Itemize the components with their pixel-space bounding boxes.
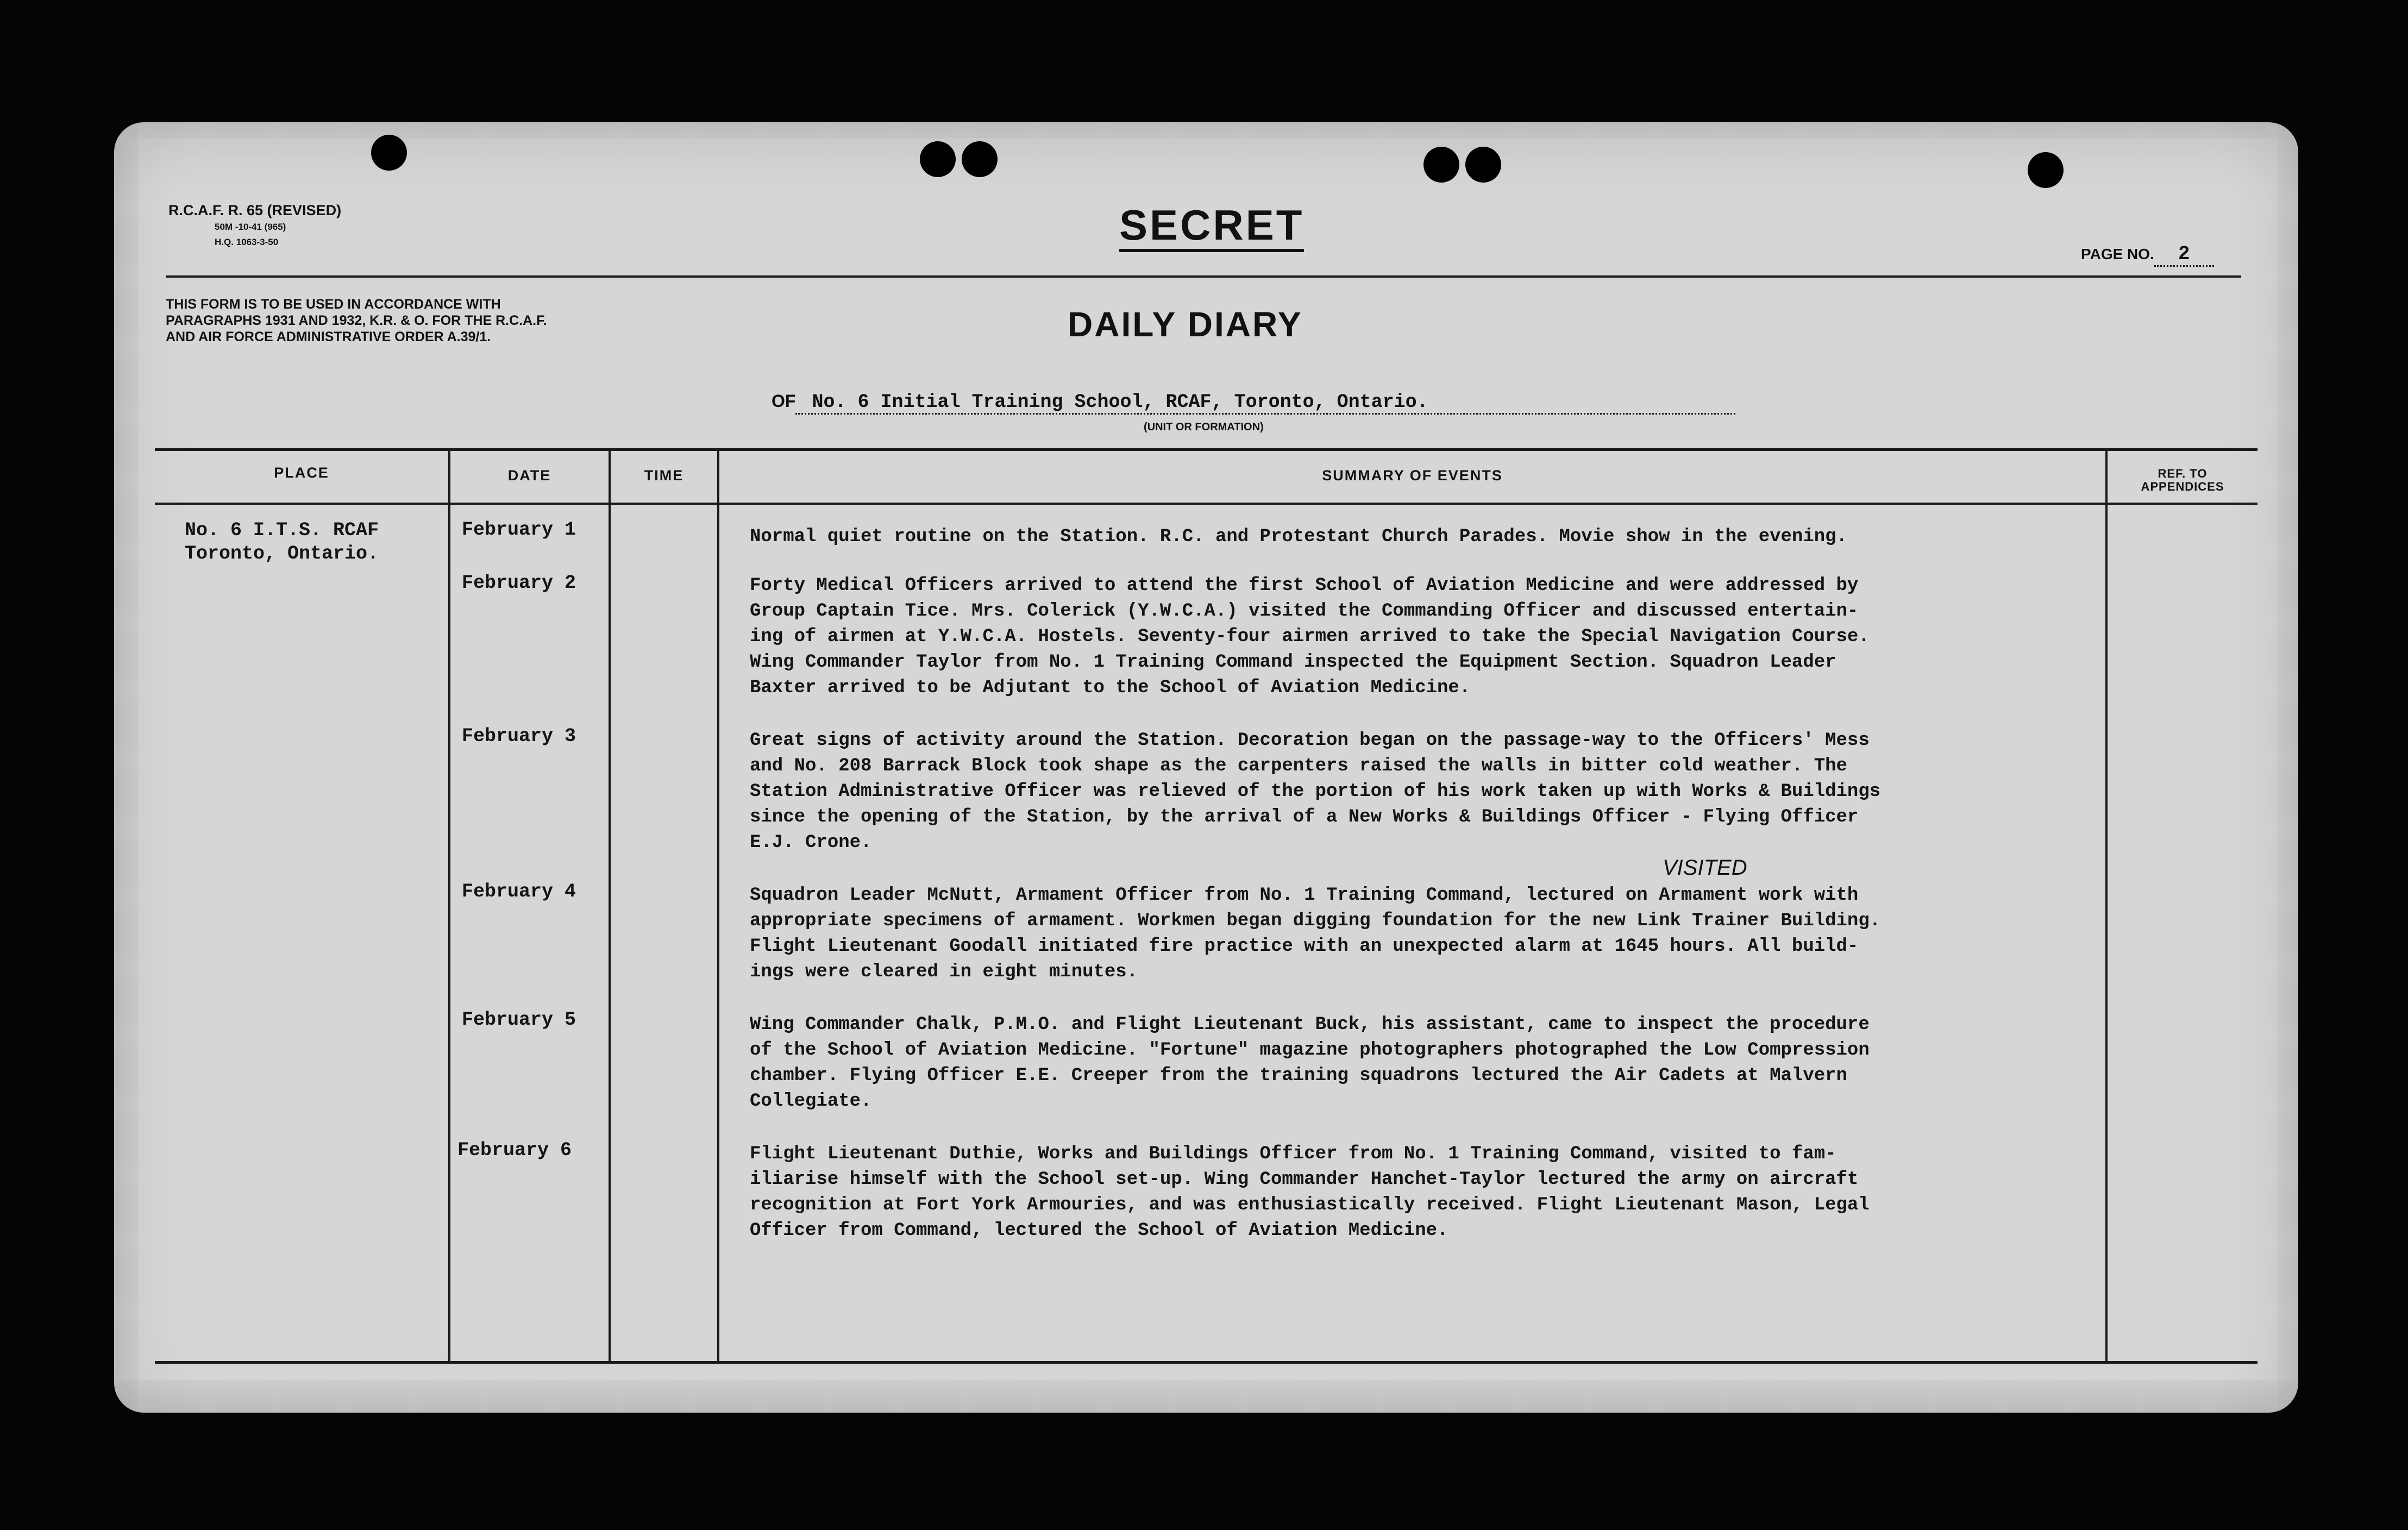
summary-line: Flight Lieutenant Duthie, Works and Buildings Officer from No. 1 Training Command, visited to fam- xyxy=(750,1144,1836,1164)
column-header-ref-line2: APPENDICES xyxy=(2141,480,2224,493)
place-line1: No. 6 I.T.S. RCAF xyxy=(185,519,379,541)
punch-hole xyxy=(920,141,956,177)
punch-hole xyxy=(1424,147,1459,183)
entry-summary xyxy=(750,524,2070,550)
punch-hole xyxy=(1465,147,1501,183)
summary-line: Officer from Command, lectured the School of Aviation Medicine. xyxy=(750,1220,1448,1241)
entry-date: February 2 xyxy=(462,572,576,594)
summary-line: Collegiate. xyxy=(750,1091,872,1112)
page-number-value: 2 xyxy=(2154,243,2214,267)
entry-date: February 5 xyxy=(462,1009,576,1031)
summary-line: since the opening of the Station, by the arrival of a New Works & Buildings Officer - Flying Officer xyxy=(750,807,1859,827)
summary-line: Wing Commander Taylor from No. 1 Training Command inspected the Equipment Section. Squadron Leader xyxy=(750,652,1836,673)
classification-heading: SECRET xyxy=(1119,201,1304,252)
column-divider xyxy=(2105,448,2108,1361)
summary-line: recognition at Fort York Armouries, and was enthusiastically received. Flight Lieutenant Mason, Legal xyxy=(750,1195,1870,1215)
column-divider xyxy=(609,448,611,1361)
column-divider xyxy=(448,448,450,1361)
summary-line: ings were cleared in eight minutes. xyxy=(750,962,1138,982)
column-header-time: TIME xyxy=(644,467,684,484)
summary-line: Forty Medical Officers arrived to attend the first School of Aviation Medicine and were addressed by xyxy=(750,575,1859,596)
summary-line: ing of airmen at Y.W.C.A. Hostels. Seventy-four airmen arrived to take the Special Navigation Course. xyxy=(750,626,1870,647)
table-bottom-rule xyxy=(155,1361,2258,1364)
unit-of-label: OF xyxy=(772,391,796,411)
entry-date: February 1 xyxy=(462,519,576,541)
form-reference-line2: 50M -10-41 (965) xyxy=(215,222,286,232)
column-header-ref-appendices xyxy=(2108,467,2258,493)
form-reference-line3: H.Q. 1063-3-50 xyxy=(215,237,279,247)
summary-line: and No. 208 Barrack Block took shape as the carpenters raised the walls in bitter cold weather. The xyxy=(750,756,1847,776)
punch-hole xyxy=(2028,152,2064,188)
diary-form xyxy=(114,122,2298,1413)
unit-name: No. 6 Initial Training School, RCAF, Toronto, Ontario. xyxy=(795,391,1735,415)
column-header-place: PLACE xyxy=(274,465,329,481)
header-bottom-rule xyxy=(155,503,2258,505)
summary-line: Great signs of activity around the Station. Decoration began on the passage-way to the Officers' Mess xyxy=(750,730,1870,751)
page-number xyxy=(2081,243,2214,267)
column-header-date: DATE xyxy=(507,467,551,484)
form-reference xyxy=(168,201,341,250)
entry-date: February 3 xyxy=(462,725,576,747)
summary-line: E.J. Crone. xyxy=(750,832,872,853)
page-number-label: PAGE NO. xyxy=(2081,246,2154,262)
column-header-ref-line1: REF. TO xyxy=(2158,467,2208,480)
summary-line: Normal quiet routine on the Station. R.C. and Protestant Church Parades. Movie show in the evening. xyxy=(750,526,1847,547)
entry-date: February 6 xyxy=(457,1139,572,1161)
entry-summary xyxy=(750,1142,2070,1244)
summary-line: Group Captain Tice. Mrs. Colerick (Y.W.C.A.) visited the Commanding Officer and discussed entertain- xyxy=(750,601,1859,622)
unit-line xyxy=(772,391,1735,415)
entry-summary xyxy=(750,573,2070,701)
summary-line: chamber. Flying Officer E.E. Creeper from the training squadrons lectured the Air Cadets at Malvern xyxy=(750,1065,1847,1086)
summary-line: Baxter arrived to be Adjutant to the School of Aviation Medicine. xyxy=(750,678,1471,698)
summary-line: Station Administrative Officer was relieved of the portion of his work taken up with Works & Buildings xyxy=(750,781,1881,802)
entry-summary xyxy=(750,883,2070,985)
summary-line: Flight Lieutenant Goodall initiated fire practice with an unexpected alarm at 1645 hours. All build- xyxy=(750,936,1859,957)
entry-date: February 4 xyxy=(462,881,576,902)
punch-hole xyxy=(962,141,998,177)
entry-summary xyxy=(750,728,2070,856)
handwritten-annotation: VISITED xyxy=(1663,856,1747,880)
summary-line: iliarise himself with the School set-up. Wing Commander Hanchet-Taylor lectured the army on aircraft xyxy=(750,1169,1859,1190)
place-cell xyxy=(185,519,379,566)
entry-summary xyxy=(750,1012,2070,1114)
column-header-summary: SUMMARY OF EVENTS xyxy=(1322,467,1503,484)
top-rule xyxy=(166,275,2241,278)
summary-line: Wing Commander Chalk, P.M.O. and Flight Lieutenant Buck, his assistant, came to inspect the procedure xyxy=(750,1014,1870,1035)
place-line2: Toronto, Ontario. xyxy=(185,543,379,565)
summary-line: of the School of Aviation Medicine. "Fortune" magazine photographers photographed the Low Compression xyxy=(750,1040,1870,1061)
unit-caption: (UNIT OR FORMATION) xyxy=(1144,421,1264,433)
form-reference-line1: R.C.A.F. R. 65 (REVISED) xyxy=(168,202,342,218)
form-instructions: THIS FORM IS TO BE USED IN ACCORDANCE WITH PARAGRAPHS 1931 AND 1932, K.R. & O. FOR THE R.C.A.F. AND AIR FORCE ADMINISTRATIVE ORDER A.39/1. xyxy=(166,297,547,344)
summary-line: appropriate specimens of armament. Workmen began digging foundation for the new Link Trainer Building. xyxy=(750,911,1881,931)
document-title: DAILY DIARY xyxy=(1068,305,1303,344)
column-divider xyxy=(717,448,719,1361)
table-top-rule xyxy=(155,448,2258,451)
punch-hole xyxy=(371,135,407,171)
summary-line: Squadron Leader McNutt, Armament Officer from No. 1 Training Command, lectured on Armament work with xyxy=(750,885,1859,906)
